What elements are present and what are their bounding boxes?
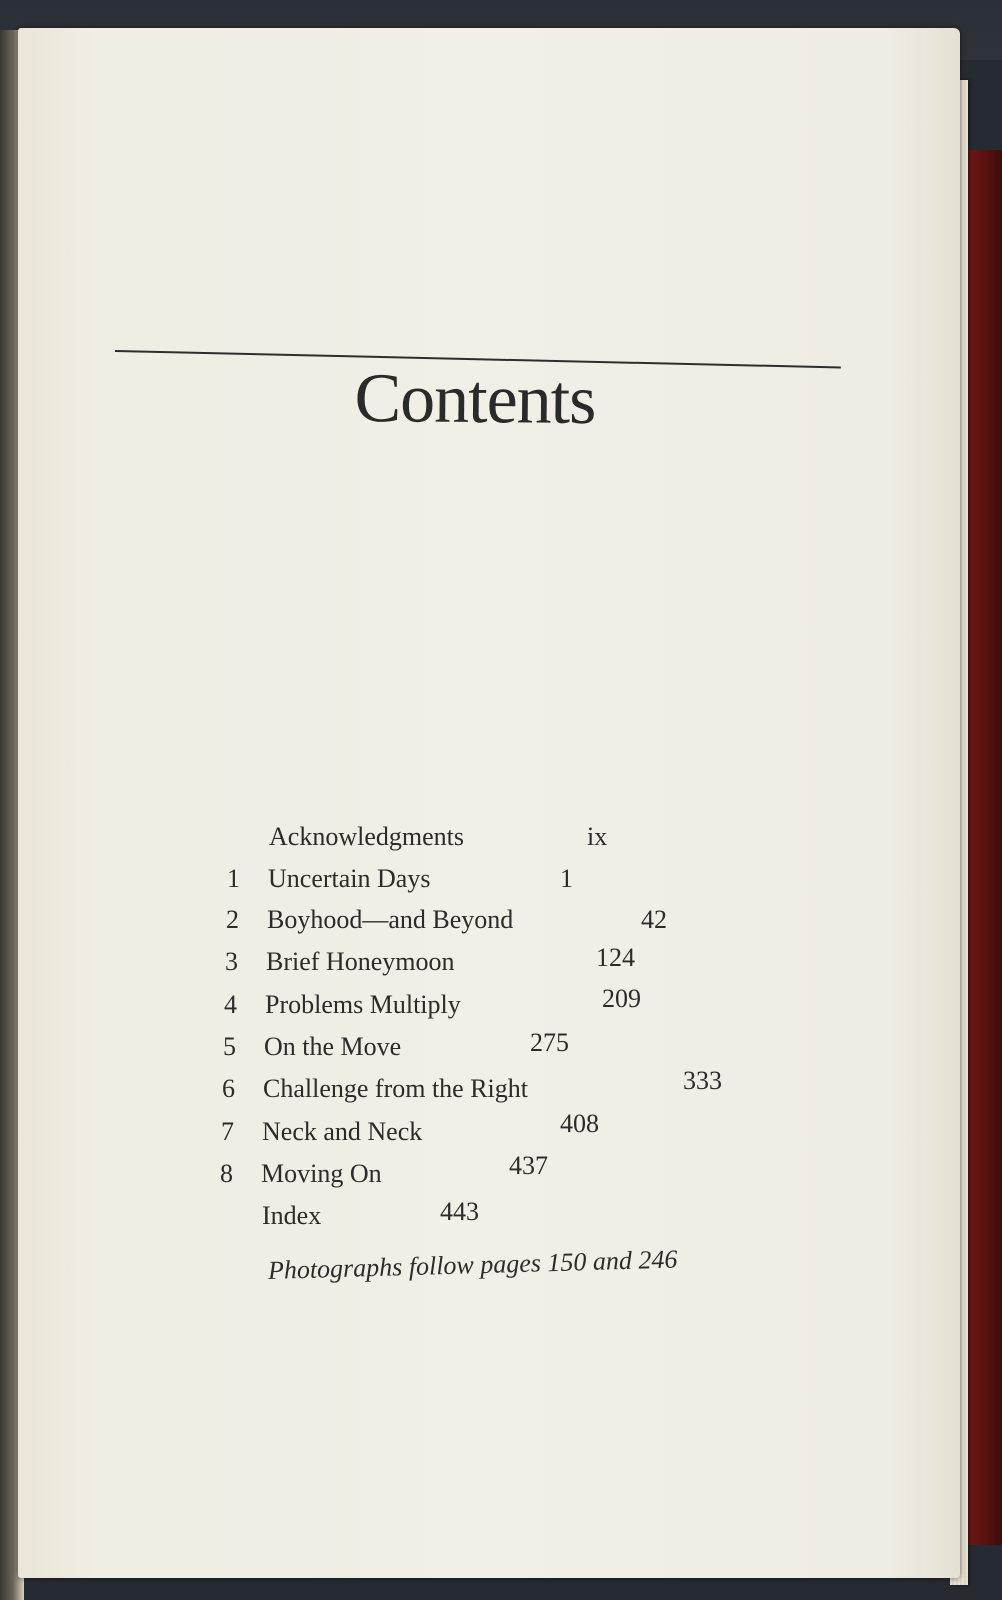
toc-entry-page: 333 [683,1066,722,1095]
toc-entry-page: ix [587,822,608,851]
toc-entry-number: 2 [226,905,239,934]
toc-entry-title: Neck and Neck [262,1117,423,1146]
toc-entry-page: 124 [596,943,635,972]
toc-entry-title: On the Move [264,1032,402,1061]
toc-entry-number: 6 [222,1074,235,1103]
toc-entry-page: 437 [509,1151,548,1180]
toc-entry-number: 5 [223,1032,236,1061]
toc-entry-page: 408 [560,1109,599,1138]
toc-entry-page: 443 [440,1197,479,1226]
toc-entry-number: 3 [225,947,238,976]
toc-entry-number: 1 [227,864,240,893]
toc-entry-title: Acknowledgments [269,822,464,851]
toc-entry-number: 7 [221,1117,234,1146]
toc-entry-title: Index [262,1201,322,1230]
toc-entry-title: Boyhood—and Beyond [267,905,514,934]
toc-entry-page: 275 [530,1028,569,1057]
toc-entry-title: Moving On [261,1159,382,1188]
toc-entry-page: 1 [560,864,573,893]
toc-entry-title: Uncertain Days [268,864,431,893]
toc-entry-page: 209 [602,984,641,1013]
toc-entry-number: 8 [220,1159,233,1188]
toc-entry-page: 42 [641,905,667,934]
photographs-note: Photographs follow pages 150 and 246 [267,1244,678,1285]
page-title: Contents [354,359,596,440]
toc-entry-title: Brief Honeymoon [266,947,455,976]
toc-entry-title: Challenge from the Right [263,1074,529,1103]
toc-entry-number: 4 [224,990,237,1019]
toc-entry-title: Problems Multiply [265,990,461,1019]
